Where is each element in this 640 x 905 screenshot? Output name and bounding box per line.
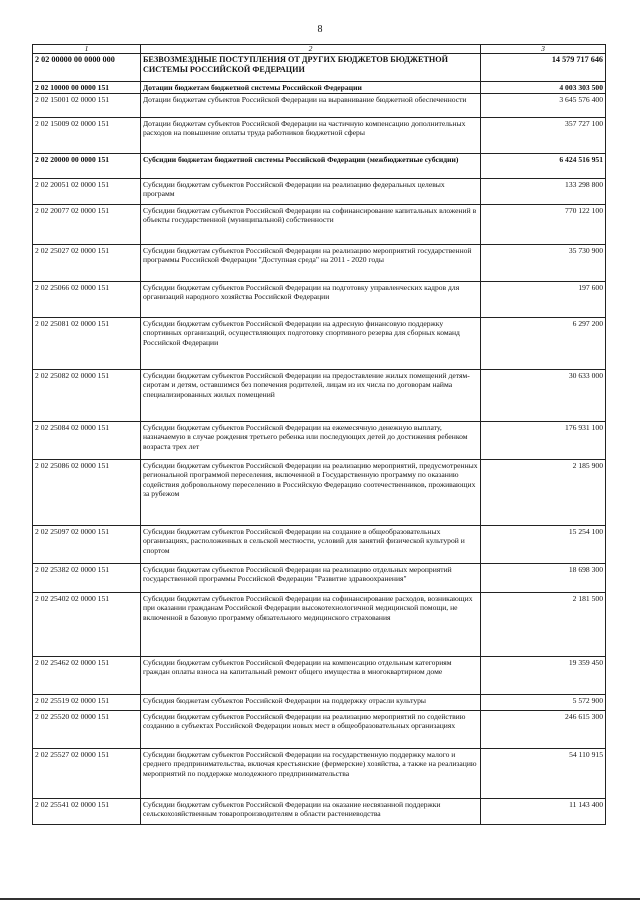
revenue-code: 2 02 25027 02 0000 151 (33, 245, 141, 282)
table-row (33, 54, 606, 82)
revenue-name: Дотации бюджетам субъектов Российской Федерации на частичную компенсацию дополнительных расходов на повышение оплаты труда работников бюджетной сферы (141, 118, 481, 154)
revenue-code: 2 02 10000 00 0000 151 (33, 82, 141, 94)
revenue-amount: 15 254 100 (481, 526, 606, 564)
revenue-code: 2 02 25462 02 0000 151 (33, 657, 141, 695)
revenue-code: 2 02 25527 02 0000 151 (33, 749, 141, 799)
revenue-amount: 30 633 000 (481, 370, 606, 422)
revenue-amount: 6 297 200 (481, 318, 606, 370)
table-row (33, 282, 606, 318)
revenue-amount: 35 730 900 (481, 245, 606, 282)
revenue-amount: 2 185 900 (481, 460, 606, 526)
revenue-code: 2 02 25382 02 0000 151 (33, 564, 141, 593)
revenue-amount: 770 122 100 (481, 205, 606, 245)
revenue-code: 2 02 25081 02 0000 151 (33, 318, 141, 370)
column-number: 3 (481, 45, 606, 54)
revenue-code: 2 02 20051 02 0000 151 (33, 179, 141, 205)
revenue-amount: 6 424 516 951 (481, 154, 606, 179)
table-row (33, 711, 606, 749)
revenue-amount: 19 359 450 (481, 657, 606, 695)
revenue-code: 2 02 25097 02 0000 151 (33, 526, 141, 564)
revenue-code: 2 02 25402 02 0000 151 (33, 593, 141, 657)
revenue-name: Субсидии бюджетам субъектов Российской Федерации на ежемесячную денежную выплату, назначаемую в случае рождения третьего ребенка или последующих детей до достижения ребенком возраста трех лет (141, 422, 481, 460)
revenue-name: Субсидии бюджетам субъектов Российской Федерации на реализацию федеральных целевых программ (141, 179, 481, 205)
revenue-code: 2 02 25519 02 0000 151 (33, 695, 141, 711)
revenue-amount: 176 931 100 (481, 422, 606, 460)
revenue-name: Субсидии бюджетам субъектов Российской Федерации на софинансирование расходов, возникающих при оказании гражданам Российской Федерации высокотехнологичной медицинской помощи, не включенной в базовую программу обязательного медицинского страхования (141, 593, 481, 657)
table-row (33, 593, 606, 657)
table-row (33, 154, 606, 179)
revenue-code: 2 02 25084 02 0000 151 (33, 422, 141, 460)
revenue-name: Субсидии бюджетам бюджетной системы Российской Федерации (межбюджетные субсидии) (141, 154, 481, 179)
revenue-name: Дотации бюджетам бюджетной системы Российской Федерации (141, 82, 481, 94)
table-row (33, 118, 606, 154)
table-row (33, 422, 606, 460)
table-row (33, 205, 606, 245)
revenue-amount: 357 727 100 (481, 118, 606, 154)
table-row (33, 657, 606, 695)
budget-revenue-table (32, 44, 606, 825)
column-number: 1 (33, 45, 141, 54)
revenue-code: 2 02 25066 02 0000 151 (33, 282, 141, 318)
table-row (33, 94, 606, 118)
revenue-amount: 11 143 400 (481, 799, 606, 825)
revenue-code: 2 02 25541 02 0000 151 (33, 799, 141, 825)
revenue-name: Субсидии бюджетам субъектов Российской Федерации на подготовку управленческих кадров для организаций народного хозяйства Российской Федерации (141, 282, 481, 318)
revenue-name: Субсидии бюджетам субъектов Российской Федерации на софинансирование капитальных вложений в объекты государственной (муниципальной) собственности (141, 205, 481, 245)
table-row (33, 526, 606, 564)
revenue-name: Дотации бюджетам субъектов Российской Федерации на выравнивание бюджетной обеспеченности (141, 94, 481, 118)
revenue-code: 2 02 20000 00 0000 151 (33, 154, 141, 179)
table-row (33, 799, 606, 825)
revenue-name: БЕЗВОЗМЕЗДНЫЕ ПОСТУПЛЕНИЯ ОТ ДРУГИХ БЮДЖЕТОВ БЮДЖЕТНОЙ СИСТЕМЫ РОССИЙСКОЙ ФЕДЕРАЦИИ (141, 54, 481, 82)
revenue-name: Субсидия бюджетам субъектов Российской Федерации на поддержку отрасли культуры (141, 695, 481, 711)
revenue-code: 2 02 25082 02 0000 151 (33, 370, 141, 422)
revenue-name: Субсидии бюджетам субъектов Российской Федерации на реализацию мероприятий, предусмотренных региональной программой переселения, включенной в Государственную программу по оказанию содействия добровольному переселению в Российскую Федерацию соотечественников, проживающих за рубежом (141, 460, 481, 526)
revenue-name: Субсидии бюджетам субъектов Российской Федерации на государственную поддержку малого и среднего предпринимательства, включая крестьянские (фермерские) хозяйства, а также на реализацию мероприятий по поддержке молодежного предпринимательства (141, 749, 481, 799)
table-row (33, 82, 606, 94)
table-row (33, 564, 606, 593)
revenue-amount: 14 579 717 646 (481, 54, 606, 82)
revenue-name: Субсидии бюджетам субъектов Российской Федерации на оказание несвязанной поддержки сельскохозяйственным товаропроизводителям в области растениеводства (141, 799, 481, 825)
revenue-name: Субсидии бюджетам субъектов Российской Федерации на компенсацию отдельным категориям граждан оплаты взноса на капитальный ремонт общего имущества в многоквартирном доме (141, 657, 481, 695)
revenue-code: 2 02 25520 02 0000 151 (33, 711, 141, 749)
table-row (33, 245, 606, 282)
revenue-name: Субсидии бюджетам субъектов Российской Федерации на адресную финансовую поддержку спортивных организаций, осуществляющих подготовку спортивного резерва для сборных команд Российской Федерации (141, 318, 481, 370)
table-row (33, 749, 606, 799)
revenue-code: 2 02 25086 02 0000 151 (33, 460, 141, 526)
revenue-name: Субсидии бюджетам субъектов Российской Федерации на реализацию отдельных мероприятий государственной программы Российской Федерации "Развитие здравоохранения" (141, 564, 481, 593)
table-row (33, 318, 606, 370)
revenue-amount: 54 110 915 (481, 749, 606, 799)
revenue-code: 2 02 15009 02 0000 151 (33, 118, 141, 154)
revenue-amount: 197 600 (481, 282, 606, 318)
page-number: 8 (317, 24, 323, 35)
revenue-name: Субсидии бюджетам субъектов Российской Федерации на реализацию мероприятий государственной программы Российской Федерации "Доступная среда" на 2011 - 2020 годы (141, 245, 481, 282)
revenue-amount: 5 572 900 (481, 695, 606, 711)
revenue-amount: 246 615 300 (481, 711, 606, 749)
table-row (33, 460, 606, 526)
revenue-name: Субсидии бюджетам субъектов Российской Федерации на создание в общеобразовательных организациях, расположенных в сельской местности, условий для занятий физической культурой и спортом (141, 526, 481, 564)
revenue-code: 2 02 20077 02 0000 151 (33, 205, 141, 245)
table-row (33, 179, 606, 205)
column-number: 2 (141, 45, 481, 54)
column-number-row (33, 45, 606, 54)
revenue-amount: 4 003 303 500 (481, 82, 606, 94)
table-row (33, 695, 606, 711)
revenue-amount: 3 645 576 400 (481, 94, 606, 118)
page-bottom-rule (0, 898, 640, 900)
revenue-code: 2 02 15001 02 0000 151 (33, 94, 141, 118)
revenue-code: 2 02 00000 00 0000 000 (33, 54, 141, 82)
revenue-name: Субсидии бюджетам субъектов Российской Федерации на предоставление жилых помещений детям-сиротам и детям, оставшимся без попечения родителей, лицам из их числа по договорам найма специализированных жилых помещений (141, 370, 481, 422)
revenue-amount: 133 298 800 (481, 179, 606, 205)
table-row (33, 370, 606, 422)
revenue-amount: 18 698 300 (481, 564, 606, 593)
revenue-name: Субсидии бюджетам субъектов Российской Федерации на реализацию мероприятий по содействию созданию в субъектах Российской Федерации новых мест в общеобразовательных организациях (141, 711, 481, 749)
revenue-amount: 2 181 500 (481, 593, 606, 657)
